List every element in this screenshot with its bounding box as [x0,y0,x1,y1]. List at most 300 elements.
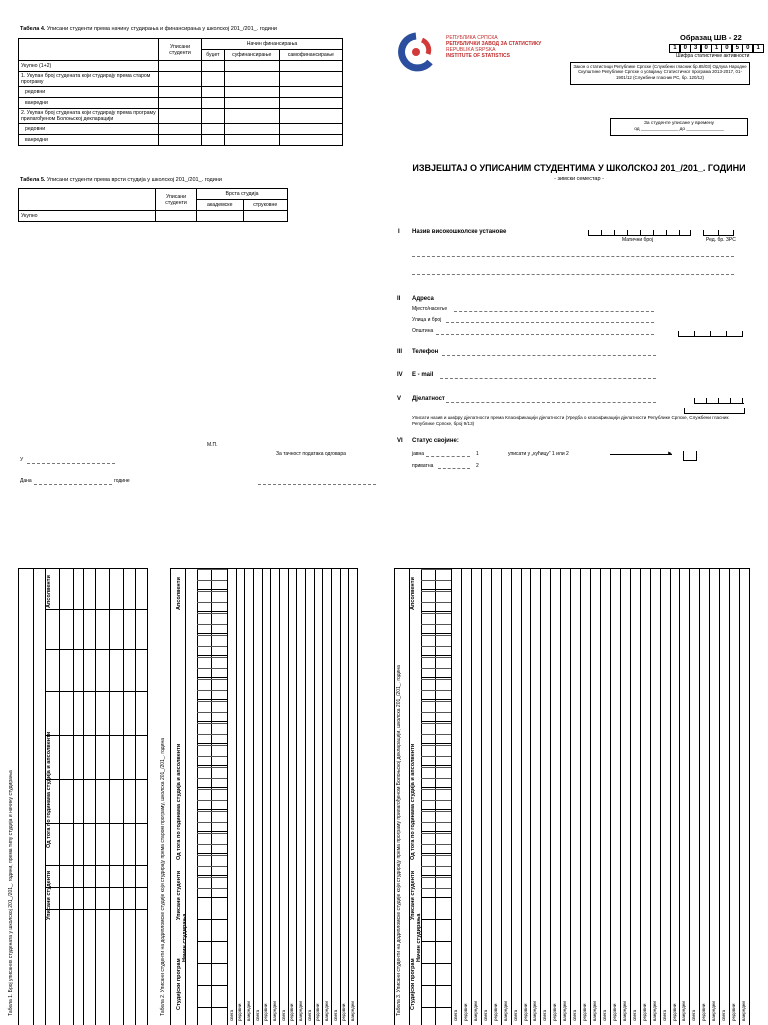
grid-line [719,569,720,1025]
legal-basis-box: Закон о статистици Републике Српске (Службени гласник бр.85/03) Одлука Народне Скупштине Републике Српске о усвајању Статистичког програма 2013-2017, 01-1901/12 (Службени гласник РС, бр. 120/12) [570,62,750,85]
grid-line [689,569,690,1025]
t4-row-label: ванредни [19,98,159,109]
grid-line [244,569,245,1025]
grid-line [570,569,571,1025]
grid-line [197,668,227,669]
grid-line [421,745,451,746]
grid-line [262,569,263,1025]
grid-line [421,833,451,834]
place-label: У [20,457,24,463]
grid-line [421,657,451,658]
grid-line [421,985,451,986]
mode-cell: редовни [263,1003,269,1021]
grid-line [630,569,631,1025]
table5-title: Табела 5. Уписани студенти према врсти студија у школској 201_/201_. години [20,177,222,183]
mode-cell: редовни [671,1003,677,1021]
grid-line [348,569,349,1025]
t2-col-mode: Начин студирања [182,913,188,962]
mode-cell: ванредни [681,1001,687,1021]
mode-cell: ванредни [592,1001,598,1021]
grid-line [197,635,227,636]
mode-cell: ванредни [350,1001,356,1021]
reg-number-caption: Матични број [622,237,654,243]
t2-col-graduates: Апсолвенти [176,577,182,610]
ownership-code-box[interactable] [683,451,697,461]
grid-line [197,569,198,1025]
grid-line [197,690,227,691]
date-label: Дана [20,478,32,484]
grid-line [305,569,306,1025]
ownership-private-line [438,468,470,469]
mode-cell: свега [631,1009,637,1021]
grid-line [650,569,651,1025]
section-number: III [397,349,403,355]
grid-line [620,569,621,1025]
seq-number-caption: Ред. бр. ЗРС [706,237,736,243]
grid-line [421,809,451,810]
grid-line [197,1007,227,1008]
grid-line [739,569,740,1025]
place-field[interactable] [27,463,115,464]
mode-cell: свега [721,1009,727,1021]
date-field[interactable] [34,484,112,485]
institution-name-line-1[interactable] [412,256,734,257]
grid-line [197,919,227,920]
table2-caption: Табела 2. Уписани студенти на додипломске студије који студирају према старом програму, школска 201_/201_. година [160,737,166,1016]
code-digit-box: 0 [721,44,732,53]
grid-line [197,734,227,735]
place-label: Мјесто/насеље [412,306,448,312]
grid-line [197,655,227,656]
t5-col-type: Врста студија [197,189,288,200]
grid-line [197,963,227,964]
grid-line [421,765,451,766]
grid-line [421,1007,451,1008]
grid-line [197,809,227,810]
grid-line [421,646,451,647]
grid-line [421,635,451,636]
report-title: ИЗВЈЕШТАЈ О УПИСАНИМ СТУДЕНТИМА У ШКОЛСКОЈ 201_/201_. ГОДИНИ [412,163,746,173]
table4 [18,38,343,146]
t2-col-program: Студијски програм [176,958,182,1010]
arrow-icon: ► [667,451,673,457]
grid-line [660,569,661,1025]
mode-cell: редовни [237,1003,243,1021]
grid-line [421,941,451,942]
code-digit-box: 1 [711,44,722,53]
grid-line [521,569,522,1025]
grid-line [421,712,451,713]
mode-cell: редовни [522,1003,528,1021]
mode-cell: редовни [701,1003,707,1021]
t5-col-professional: струковне [243,200,287,211]
grid-line [197,745,227,746]
grid-line [197,811,227,812]
grid-line [197,866,227,867]
section-number: VI [397,438,403,444]
grid-line [729,569,730,1025]
mode-cell: ванредни [651,1001,657,1021]
mode-cell: свега [228,1009,234,1021]
institute-logo [394,32,440,72]
mode-cell: свега [542,1009,548,1021]
table5 [18,188,288,222]
grid-line [331,569,332,1025]
mode-cell: редовни [289,1003,295,1021]
ownership-public-line [426,456,470,457]
grid-line [197,765,227,766]
email-label: E - mail [412,372,434,378]
form-code: Образац ШВ - 22 [680,33,742,42]
t5-row-label: Укупно [19,211,156,222]
grid-line [530,569,531,1025]
grid-line [197,888,227,889]
mode-cell: свега [691,1009,697,1021]
grid-line [421,679,451,680]
ownership-instruction: уписати у „кућицу“ 1 или 2 [508,451,569,457]
grid-line [590,569,591,1025]
section-number: V [397,396,402,402]
phone-label: Телефон [412,349,439,355]
grid-line [197,677,227,678]
grid-line [421,591,451,592]
mode-cell: ванредни [621,1001,627,1021]
grid-line [253,569,254,1025]
mode-cell: ванредни [324,1001,330,1021]
grid-line [435,569,436,1025]
activity-label: Дјелатност [412,396,445,402]
municipality-code-boxes[interactable] [678,329,742,337]
seq-number-boxes[interactable] [703,228,733,236]
t3-col-graduates: Апсолвенти [410,577,416,610]
grid-line [197,831,227,832]
activity-input[interactable] [446,402,656,403]
mode-cell: ванредни [298,1001,304,1021]
arrow-line [610,454,672,455]
mode-cell: редовни [315,1003,321,1021]
t3-col-program: Студијски програм [410,958,416,1010]
grid-line [421,734,451,735]
grid-line [421,723,451,724]
grid-line [197,877,227,878]
grid-line [421,811,451,812]
grid-line [197,602,227,603]
table2-rotated [170,568,358,1025]
grid-line [197,833,227,834]
t4-col-cofinanced: суфинансирање [224,50,279,61]
grid-line [421,877,451,878]
activity-code-top[interactable] [694,396,744,404]
grid-line [421,690,451,691]
grid-line [560,569,561,1025]
grid-line [421,611,451,612]
institution-name-label: Назив високошколске установе [412,229,507,235]
enrolment-period-box: За студенте уписане у времену од ______________ до ______________ [610,118,748,136]
grid-line [600,569,601,1025]
grid-line [236,569,237,1025]
grid-line [421,613,451,614]
grid-line [481,569,482,1025]
grid-line [421,602,451,603]
mode-cell: свега [254,1009,260,1021]
grid-line [421,633,451,634]
signature-field[interactable] [258,484,376,485]
grid-line [197,646,227,647]
mode-cell: свега [280,1009,286,1021]
t2-col-by-year: Од тога по годинама студија и апсолвенти [176,743,182,860]
mode-cell: редовни [341,1003,347,1021]
mode-cell: свега [661,1009,667,1021]
grid-line [227,569,228,1025]
grid-line [322,569,323,1025]
grid-line [421,767,451,768]
grid-line [421,668,451,669]
t1-col-enrolled: Уписани студенти [46,870,52,920]
grid-line [421,787,451,788]
phone-input[interactable] [442,355,656,356]
grid-line [540,569,541,1025]
t4-row-label: 1. Укупан број студената који студирају према старом програму [19,72,159,87]
grid-line [421,756,451,757]
grid-line [550,569,551,1025]
mode-cell: свега [572,1009,578,1021]
t4-row-label: ванредни [19,135,159,146]
activity-code-caption: Шифра статистичке активности [676,53,750,59]
mode-cell: редовни [731,1003,737,1021]
grid-line [421,589,451,590]
mode-cell: ванредни [502,1001,508,1021]
grid-line [197,589,227,590]
grid-line [197,853,227,854]
grid-line [197,800,227,801]
ownership-public-label: јавна [412,451,425,457]
grid-line [421,853,451,854]
grid-line [501,569,502,1025]
grid-line [197,580,227,581]
grid-line [640,569,641,1025]
street-input[interactable] [446,322,654,323]
mode-cell: ванредни [272,1001,278,1021]
grid-line [491,569,492,1025]
ownership-public-code: 1 [476,451,479,457]
code-digit-box: 1 [753,44,764,53]
place-input[interactable] [454,311,654,312]
mode-cell: ванредни [532,1001,538,1021]
institute-name: РЕПУБЛИКА СРПСКА РЕПУБЛИЧКИ ЗАВОД ЗА СТАТИСТИКУ REPUBLIKA SRPSKA INSTITUTE OF STATISTICS [446,35,542,59]
t4-row-label: редовни [19,124,159,135]
grid-line [421,897,451,898]
grid-line [679,569,680,1025]
activity-code-bottom[interactable] [684,406,744,414]
grid-line [610,569,611,1025]
t4-col-financing: Начин финансирања [202,39,343,50]
mode-cell: свега [332,1009,338,1021]
grid-line [421,919,451,920]
grid-line [197,721,227,722]
grid-line [421,677,451,678]
t2-col-enrolled: Уписани студенти [176,870,182,920]
grid-line [197,941,227,942]
mode-cell: свега [452,1009,458,1021]
table3-caption: Табела 3. Уписани студенти на додипломске студије који студирају према програму прилагођеном Болоњској декларацији, школска 201_/201_. година [396,665,402,1016]
ownership-label: Статус својине: [412,438,459,444]
t4-col-selffinanced: самофинансирање [279,50,342,61]
code-digit-box: 0 [742,44,753,53]
grid-line [197,778,227,779]
section-number: II [397,296,401,302]
code-digit-box: 1 [669,44,680,53]
grid-line [197,712,227,713]
mode-cell: ванредни [741,1001,747,1021]
table1-rotated [18,568,148,1025]
section-number: I [398,229,400,235]
t1-col-graduates: Апсолвенти [46,575,52,608]
mode-cell: редовни [552,1003,558,1021]
stamp-label: М.П. [207,442,218,448]
ownership-private-code: 2 [476,463,479,469]
mode-cell: ванредни [472,1001,478,1021]
grid-line [197,569,227,570]
t3-col-by-year: Од тога по годинама студија и апсолвенти [410,743,416,860]
grid-line [451,569,452,1025]
grid-line [197,822,227,823]
code-digit-box: 0 [680,44,691,53]
grid-line [197,855,227,856]
report-subtitle: - зимски семестар - [554,176,604,182]
grid-line [197,624,227,625]
grid-line [421,866,451,867]
grid-line [421,655,451,656]
grid-line [357,569,358,1025]
activity-note: Уписати назив и шифру дјелатности према Класификацији дјелатности (Уредба о класификацији дјелатности Републике Српске, Службени гласник Републике Српске, број 9/13) [412,415,729,426]
t5-col-enrolled: Уписани студенти [156,189,197,211]
grid-line [197,897,227,898]
table4-title: Табела 4. Уписани студенти према начину студирања и финансирања у школској 201_/201_. години [20,26,277,32]
grid-line [197,767,227,768]
grid-line [471,569,472,1025]
municipality-input[interactable] [436,334,654,335]
grid-line [709,569,710,1025]
t4-row-label: редовни [19,87,159,98]
grid-line [421,624,451,625]
t1-col-by-year: Од тога по годинама студија и апсолвенти [46,731,52,848]
section-number: IV [397,372,403,378]
grid-line [288,569,289,1025]
t3-col-enrolled: Уписани студенти [410,870,416,920]
email-input[interactable] [440,378,656,379]
grid-line [421,844,451,845]
grid-line [197,591,227,592]
mode-cell: редовни [611,1003,617,1021]
institution-name-line-2[interactable] [412,274,734,275]
grid-line [197,789,227,790]
grid-line [197,844,227,845]
mode-cell: редовни [492,1003,498,1021]
grid-line [197,699,227,700]
grid-line [197,875,227,876]
grid-line [197,985,227,986]
mode-cell: свега [601,1009,607,1021]
mode-cell: редовни [641,1003,647,1021]
grid-line [197,611,227,612]
grid-line [197,787,227,788]
grid-line [421,789,451,790]
grid-line [197,756,227,757]
grid-line [421,822,451,823]
grid-line [421,855,451,856]
grid-line [421,743,451,744]
responsible-label: За тачност података одговара [276,451,346,457]
grid-line [270,569,271,1025]
t5-col-academic: академске [197,200,244,211]
t4-row-label: 2. Укупан број студената који студирају према програму прилагођеном Болоњској декларацији [19,109,159,124]
grid-line [580,569,581,1025]
grid-line [421,800,451,801]
mode-cell: свега [306,1009,312,1021]
year-suffix: године [114,478,130,484]
mode-cell: редовни [582,1003,588,1021]
grid-line [421,699,451,700]
grid-line [421,778,451,779]
grid-line [421,875,451,876]
grid-line [421,721,451,722]
grid-line [296,569,297,1025]
t4-col-enrolled: Уписани студенти [159,39,202,61]
mode-cell: ванредни [246,1001,252,1021]
grid-line [197,723,227,724]
t3-col-mode: Начин студирања [416,913,422,962]
mode-cell: ванредни [711,1001,717,1021]
ownership-private-label: приватна [412,463,434,469]
t4-col-budget: буџет [202,50,225,61]
grid-line [461,569,462,1025]
code-digit-box: 0 [701,44,712,53]
grid-line [197,633,227,634]
mode-cell: редовни [462,1003,468,1021]
grid-line [421,888,451,889]
table1-caption: Табела 1. Број уписаних студената у школској 201_/201_. години, према типу студија и начину студирања [8,770,14,1016]
grid-line [421,963,451,964]
grid-line [421,580,451,581]
grid-line [197,679,227,680]
grid-line [211,569,212,1025]
grid-line [421,701,451,702]
t4-row-label: Укупно (1+2) [19,61,159,72]
grid-line [197,657,227,658]
grid-line [314,569,315,1025]
grid-line [699,569,700,1025]
grid-line [279,569,280,1025]
code-digit-box: 5 [732,44,743,53]
grid-line [421,831,451,832]
code-digit-box: 3 [690,44,701,53]
grid-line [197,743,227,744]
municipality-label: Општина [412,328,434,334]
grid-line [197,701,227,702]
grid-line [670,569,671,1025]
mode-cell: свега [512,1009,518,1021]
mode-cell: ванредни [562,1001,568,1021]
activity-code-boxes [670,44,764,53]
grid-line [749,569,750,1025]
reg-number-boxes[interactable] [588,228,690,236]
grid-line [340,569,341,1025]
grid-line [511,569,512,1025]
grid-line [197,613,227,614]
grid-line [421,569,451,570]
table3-rotated [394,568,750,1025]
address-label: Адреса [412,296,434,302]
